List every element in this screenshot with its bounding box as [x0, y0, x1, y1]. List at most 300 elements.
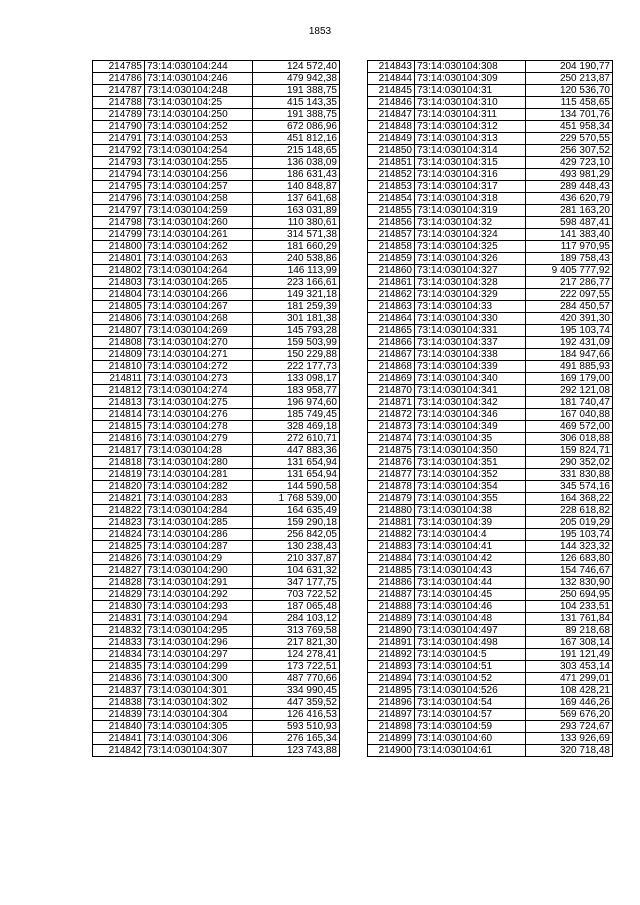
- record-id-cell: 214811: [93, 373, 145, 385]
- cadastral-number-cell: 73:14:030104:327: [415, 265, 526, 277]
- record-id-cell: 214869: [368, 373, 415, 385]
- value-cell: 598 487,41: [526, 217, 613, 229]
- value-cell: 154 746,67: [526, 565, 613, 577]
- table-row: [368, 133, 613, 145]
- cadastral-number-cell: 73:14:030104:32: [415, 217, 526, 229]
- cadastral-number-cell: 73:14:030104:57: [415, 709, 526, 721]
- cadastral-number-cell: 73:14:030104:293: [145, 601, 253, 613]
- value-cell: 159 824,71: [526, 445, 613, 457]
- cadastral-number-cell: 73:14:030104:35: [415, 433, 526, 445]
- value-cell: 173 722,51: [253, 661, 340, 673]
- value-cell: 314 571,38: [253, 229, 340, 241]
- cadastral-number-cell: 73:14:030104:263: [145, 253, 253, 265]
- table-row: [368, 649, 613, 661]
- table-row: [93, 205, 340, 217]
- value-cell: 276 165,34: [253, 733, 340, 745]
- cadastral-number-cell: 73:14:030104:267: [145, 301, 253, 313]
- value-cell: 328 469,18: [253, 421, 340, 433]
- record-id-cell: 214801: [93, 253, 145, 265]
- value-cell: 163 031,89: [253, 205, 340, 217]
- table-row: [93, 409, 340, 421]
- table-row: [368, 145, 613, 157]
- table-row: [368, 241, 613, 253]
- record-id-cell: 214882: [368, 529, 415, 541]
- table-row: [368, 505, 613, 517]
- left-register-table: [92, 60, 340, 757]
- record-id-cell: 214848: [368, 121, 415, 133]
- value-cell: 164 368,22: [526, 493, 613, 505]
- table-row: [93, 193, 340, 205]
- table-row: [368, 217, 613, 229]
- record-id-cell: 214879: [368, 493, 415, 505]
- table-row: [93, 145, 340, 157]
- record-id-cell: 214886: [368, 577, 415, 589]
- record-id-cell: 214887: [368, 589, 415, 601]
- value-cell: 131 761,84: [526, 613, 613, 625]
- record-id-cell: 214831: [93, 613, 145, 625]
- value-cell: 415 143,35: [253, 97, 340, 109]
- cadastral-number-cell: 73:14:030104:287: [145, 541, 253, 553]
- value-cell: 451 958,34: [526, 121, 613, 133]
- table-row: [93, 433, 340, 445]
- table-row: [368, 205, 613, 217]
- table-row: [368, 697, 613, 709]
- record-id-cell: 214855: [368, 205, 415, 217]
- value-cell: 303 453,14: [526, 661, 613, 673]
- table-row: [368, 709, 613, 721]
- table-row: [368, 265, 613, 277]
- value-cell: 192 431,09: [526, 337, 613, 349]
- record-id-cell: 214806: [93, 313, 145, 325]
- value-cell: 420 391,30: [526, 313, 613, 325]
- value-cell: 149 321,18: [253, 289, 340, 301]
- table-row: [93, 553, 340, 565]
- table-row: [93, 361, 340, 373]
- record-id-cell: 214890: [368, 625, 415, 637]
- value-cell: 145 793,28: [253, 325, 340, 337]
- value-cell: 313 769,58: [253, 625, 340, 637]
- table-row: [368, 229, 613, 241]
- cadastral-number-cell: 73:14:030104:246: [145, 73, 253, 85]
- cadastral-number-cell: 73:14:030104:280: [145, 457, 253, 469]
- record-id-cell: 214797: [93, 205, 145, 217]
- value-cell: 144 590,58: [253, 481, 340, 493]
- value-cell: 191 388,75: [253, 85, 340, 97]
- record-id-cell: 214787: [93, 85, 145, 97]
- value-cell: 217 286,77: [526, 277, 613, 289]
- cadastral-number-cell: 73:14:030104:268: [145, 313, 253, 325]
- record-id-cell: 214789: [93, 109, 145, 121]
- table-row: [93, 337, 340, 349]
- cadastral-number-cell: 73:14:030104:306: [145, 733, 253, 745]
- table-row: [93, 349, 340, 361]
- table-row: [368, 529, 613, 541]
- value-cell: 124 278,41: [253, 649, 340, 661]
- cadastral-number-cell: 73:14:030104:342: [415, 397, 526, 409]
- value-cell: 117 970,95: [526, 241, 613, 253]
- cadastral-number-cell: 73:14:030104:29: [145, 553, 253, 565]
- value-cell: 146 113,99: [253, 265, 340, 277]
- cadastral-number-cell: 73:14:030104:329: [415, 289, 526, 301]
- value-cell: 217 821,30: [253, 637, 340, 649]
- record-id-cell: 214832: [93, 625, 145, 637]
- value-cell: 131 654,94: [253, 469, 340, 481]
- cadastral-number-cell: 73:14:030104:302: [145, 697, 253, 709]
- cadastral-number-cell: 73:14:030104:295: [145, 625, 253, 637]
- value-cell: 345 574,16: [526, 481, 613, 493]
- record-id-cell: 214873: [368, 421, 415, 433]
- record-id-cell: 214800: [93, 241, 145, 253]
- record-id-cell: 214818: [93, 457, 145, 469]
- cadastral-number-cell: 73:14:030104:497: [415, 625, 526, 637]
- record-id-cell: 214807: [93, 325, 145, 337]
- value-cell: 331 830,88: [526, 469, 613, 481]
- table-row: [93, 589, 340, 601]
- table-row: [368, 97, 613, 109]
- value-cell: 491 885,93: [526, 361, 613, 373]
- record-id-cell: 214798: [93, 217, 145, 229]
- cadastral-number-cell: 73:14:030104:43: [415, 565, 526, 577]
- record-id-cell: 214840: [93, 721, 145, 733]
- value-cell: 89 218,68: [526, 625, 613, 637]
- cadastral-number-cell: 73:14:030104:259: [145, 205, 253, 217]
- table-row: [93, 217, 340, 229]
- table-row: [93, 253, 340, 265]
- cadastral-number-cell: 73:14:030104:309: [415, 73, 526, 85]
- cadastral-number-cell: 73:14:030104:45: [415, 589, 526, 601]
- cadastral-number-cell: 73:14:030104:328: [415, 277, 526, 289]
- record-id-cell: 214875: [368, 445, 415, 457]
- cadastral-number-cell: 73:14:030104:38: [415, 505, 526, 517]
- record-id-cell: 214836: [93, 673, 145, 685]
- record-id-cell: 214808: [93, 337, 145, 349]
- table-row: [93, 685, 340, 697]
- record-id-cell: 214805: [93, 301, 145, 313]
- table-row: [93, 565, 340, 577]
- record-id-cell: 214872: [368, 409, 415, 421]
- value-cell: 9 405 777,92: [526, 265, 613, 277]
- value-cell: 1 768 539,00: [253, 493, 340, 505]
- record-id-cell: 214799: [93, 229, 145, 241]
- value-cell: 181 740,47: [526, 397, 613, 409]
- record-id-cell: 214859: [368, 253, 415, 265]
- cadastral-number-cell: 73:14:030104:25: [145, 97, 253, 109]
- table-row: [93, 745, 340, 757]
- record-id-cell: 214877: [368, 469, 415, 481]
- record-id-cell: 214853: [368, 181, 415, 193]
- record-id-cell: 214849: [368, 133, 415, 145]
- cadastral-number-cell: 73:14:030104:350: [415, 445, 526, 457]
- value-cell: 120 536,70: [526, 85, 613, 97]
- record-id-cell: 214897: [368, 709, 415, 721]
- cadastral-number-cell: 73:14:030104:304: [145, 709, 253, 721]
- table-row: [368, 637, 613, 649]
- value-cell: 292 121,08: [526, 385, 613, 397]
- cadastral-number-cell: 73:14:030104:324: [415, 229, 526, 241]
- table-row: [368, 253, 613, 265]
- record-id-cell: 214842: [93, 745, 145, 757]
- table-row: [368, 181, 613, 193]
- table-row: [93, 577, 340, 589]
- cadastral-number-cell: 73:14:030104:46: [415, 601, 526, 613]
- value-cell: 181 660,29: [253, 241, 340, 253]
- value-cell: 137 641,68: [253, 193, 340, 205]
- cadastral-number-cell: 73:14:030104:292: [145, 589, 253, 601]
- table-row: [368, 433, 613, 445]
- record-id-cell: 214885: [368, 565, 415, 577]
- cadastral-number-cell: 73:14:030104:526: [415, 685, 526, 697]
- record-id-cell: 214804: [93, 289, 145, 301]
- cadastral-number-cell: 73:14:030104:264: [145, 265, 253, 277]
- table-row: [368, 121, 613, 133]
- value-cell: 144 323,32: [526, 541, 613, 553]
- value-cell: 240 538,86: [253, 253, 340, 265]
- cadastral-number-cell: 73:14:030104:331: [415, 325, 526, 337]
- table-row: [93, 241, 340, 253]
- record-id-cell: 214793: [93, 157, 145, 169]
- record-id-cell: 214883: [368, 541, 415, 553]
- value-cell: 284 103,12: [253, 613, 340, 625]
- cadastral-number-cell: 73:14:030104:314: [415, 145, 526, 157]
- cadastral-number-cell: 73:14:030104:319: [415, 205, 526, 217]
- record-id-cell: 214833: [93, 637, 145, 649]
- table-row: [93, 85, 340, 97]
- record-id-cell: 214803: [93, 277, 145, 289]
- value-cell: 293 724,67: [526, 721, 613, 733]
- table-row: [368, 349, 613, 361]
- table-row: [368, 373, 613, 385]
- table-row: [93, 97, 340, 109]
- cadastral-number-cell: 73:14:030104:317: [415, 181, 526, 193]
- value-cell: 181 259,39: [253, 301, 340, 313]
- value-cell: 436 620,79: [526, 193, 613, 205]
- table-row: [368, 553, 613, 565]
- cadastral-number-cell: 73:14:030104:273: [145, 373, 253, 385]
- value-cell: 703 722,52: [253, 589, 340, 601]
- cadastral-number-cell: 73:14:030104:307: [145, 745, 253, 757]
- record-id-cell: 214794: [93, 169, 145, 181]
- cadastral-number-cell: 73:14:030104:337: [415, 337, 526, 349]
- table-row: [93, 697, 340, 709]
- cadastral-number-cell: 73:14:030104:310: [415, 97, 526, 109]
- cadastral-number-cell: 73:14:030104:341: [415, 385, 526, 397]
- record-id-cell: 214846: [368, 97, 415, 109]
- record-id-cell: 214792: [93, 145, 145, 157]
- value-cell: 191 121,49: [526, 649, 613, 661]
- cadastral-number-cell: 73:14:030104:346: [415, 409, 526, 421]
- value-cell: 569 676,20: [526, 709, 613, 721]
- table-row: [93, 265, 340, 277]
- record-id-cell: 214812: [93, 385, 145, 397]
- cadastral-number-cell: 73:14:030104:285: [145, 517, 253, 529]
- page-number: 1853: [308, 26, 332, 37]
- table-row: [368, 313, 613, 325]
- table-row: [368, 277, 613, 289]
- cadastral-number-cell: 73:14:030104:299: [145, 661, 253, 673]
- cadastral-number-cell: 73:14:030104:271: [145, 349, 253, 361]
- cadastral-number-cell: 73:14:030104:261: [145, 229, 253, 241]
- cadastral-number-cell: 73:14:030104:301: [145, 685, 253, 697]
- cadastral-number-cell: 73:14:030104:351: [415, 457, 526, 469]
- cadastral-number-cell: 73:14:030104:290: [145, 565, 253, 577]
- value-cell: 222 097,55: [526, 289, 613, 301]
- record-id-cell: 214856: [368, 217, 415, 229]
- table-row: [368, 61, 613, 73]
- record-id-cell: 214837: [93, 685, 145, 697]
- record-id-cell: 214852: [368, 169, 415, 181]
- right-register-table: [367, 60, 613, 757]
- cadastral-number-cell: 73:14:030104:316: [415, 169, 526, 181]
- record-id-cell: 214895: [368, 685, 415, 697]
- cadastral-number-cell: 73:14:030104:311: [415, 109, 526, 121]
- cadastral-number-cell: 73:14:030104:255: [145, 157, 253, 169]
- record-id-cell: 214876: [368, 457, 415, 469]
- table-row: [93, 229, 340, 241]
- value-cell: 301 181,38: [253, 313, 340, 325]
- value-cell: 250 694,95: [526, 589, 613, 601]
- table-row: [368, 517, 613, 529]
- record-id-cell: 214796: [93, 193, 145, 205]
- cadastral-number-cell: 73:14:030104:291: [145, 577, 253, 589]
- record-id-cell: 214826: [93, 553, 145, 565]
- value-cell: 191 388,75: [253, 109, 340, 121]
- table-row: [368, 733, 613, 745]
- record-id-cell: 214816: [93, 433, 145, 445]
- cadastral-number-cell: 73:14:030104:31: [415, 85, 526, 97]
- cadastral-number-cell: 73:14:030104:278: [145, 421, 253, 433]
- cadastral-number-cell: 73:14:030104:284: [145, 505, 253, 517]
- table-row: [368, 589, 613, 601]
- value-cell: 126 683,80: [526, 553, 613, 565]
- record-id-cell: 214850: [368, 145, 415, 157]
- cadastral-number-cell: 73:14:030104:270: [145, 337, 253, 349]
- table-row: [368, 361, 613, 373]
- cadastral-number-cell: 73:14:030104:244: [145, 61, 253, 73]
- cadastral-number-cell: 73:14:030104:340: [415, 373, 526, 385]
- table-row: [368, 541, 613, 553]
- table-row: [93, 169, 340, 181]
- cadastral-number-cell: 73:14:030104:318: [415, 193, 526, 205]
- record-id-cell: 214858: [368, 241, 415, 253]
- record-id-cell: 214843: [368, 61, 415, 73]
- record-id-cell: 214867: [368, 349, 415, 361]
- value-cell: 167 040,88: [526, 409, 613, 421]
- table-row: [93, 661, 340, 673]
- table-row: [93, 529, 340, 541]
- record-id-cell: 214827: [93, 565, 145, 577]
- value-cell: 479 942,38: [253, 73, 340, 85]
- table-row: [93, 637, 340, 649]
- record-id-cell: 214790: [93, 121, 145, 133]
- table-row: [368, 469, 613, 481]
- table-row: [93, 385, 340, 397]
- cadastral-number-cell: 73:14:030104:282: [145, 481, 253, 493]
- record-id-cell: 214817: [93, 445, 145, 457]
- value-cell: 447 359,52: [253, 697, 340, 709]
- value-cell: 183 958,77: [253, 385, 340, 397]
- table-row: [368, 493, 613, 505]
- cadastral-number-cell: 73:14:030104:281: [145, 469, 253, 481]
- value-cell: 104 631,32: [253, 565, 340, 577]
- table-row: [93, 289, 340, 301]
- cadastral-number-cell: 73:14:030104:325: [415, 241, 526, 253]
- value-cell: 132 830,90: [526, 577, 613, 589]
- table-row: [93, 73, 340, 85]
- value-cell: 205 019,29: [526, 517, 613, 529]
- cadastral-number-cell: 73:14:030104:51: [415, 661, 526, 673]
- value-cell: 347 177,75: [253, 577, 340, 589]
- cadastral-number-cell: 73:14:030104:297: [145, 649, 253, 661]
- record-id-cell: 214893: [368, 661, 415, 673]
- cadastral-number-cell: 73:14:030104:33: [415, 301, 526, 313]
- record-id-cell: 214863: [368, 301, 415, 313]
- value-cell: 159 503,99: [253, 337, 340, 349]
- table-row: [93, 721, 340, 733]
- value-cell: 204 190,77: [526, 61, 613, 73]
- value-cell: 189 758,43: [526, 253, 613, 265]
- record-id-cell: 214866: [368, 337, 415, 349]
- value-cell: 672 086,96: [253, 121, 340, 133]
- record-id-cell: 214786: [93, 73, 145, 85]
- value-cell: 306 018,88: [526, 433, 613, 445]
- value-cell: 136 038,09: [253, 157, 340, 169]
- table-row: [93, 61, 340, 73]
- table-row: [93, 457, 340, 469]
- record-id-cell: 214844: [368, 73, 415, 85]
- cadastral-number-cell: 73:14:030104:250: [145, 109, 253, 121]
- record-id-cell: 214830: [93, 601, 145, 613]
- value-cell: 133 098,17: [253, 373, 340, 385]
- cadastral-number-cell: 73:14:030104:272: [145, 361, 253, 373]
- record-id-cell: 214788: [93, 97, 145, 109]
- cadastral-number-cell: 73:14:030104:349: [415, 421, 526, 433]
- table-row: [93, 313, 340, 325]
- table-row: [93, 121, 340, 133]
- cadastral-number-cell: 73:14:030104:276: [145, 409, 253, 421]
- value-cell: 256 842,05: [253, 529, 340, 541]
- table-row: [368, 565, 613, 577]
- cadastral-number-cell: 73:14:030104:256: [145, 169, 253, 181]
- cadastral-number-cell: 73:14:030104:266: [145, 289, 253, 301]
- value-cell: 250 213,87: [526, 73, 613, 85]
- table-row: [93, 613, 340, 625]
- value-cell: 133 926,69: [526, 733, 613, 745]
- cadastral-number-cell: 73:14:030104:52: [415, 673, 526, 685]
- value-cell: 195 103,74: [526, 325, 613, 337]
- record-id-cell: 214834: [93, 649, 145, 661]
- cadastral-number-cell: 73:14:030104:5: [415, 649, 526, 661]
- value-cell: 289 448,43: [526, 181, 613, 193]
- cadastral-number-cell: 73:14:030104:265: [145, 277, 253, 289]
- cadastral-number-cell: 73:14:030104:286: [145, 529, 253, 541]
- cadastral-number-cell: 73:14:030104:312: [415, 121, 526, 133]
- value-cell: 134 701,76: [526, 109, 613, 121]
- table-row: [368, 325, 613, 337]
- table-row: [368, 157, 613, 169]
- cadastral-number-cell: 73:14:030104:42: [415, 553, 526, 565]
- record-id-cell: 214785: [93, 61, 145, 73]
- record-id-cell: 214854: [368, 193, 415, 205]
- cadastral-number-cell: 73:14:030104:258: [145, 193, 253, 205]
- cadastral-number-cell: 73:14:030104:269: [145, 325, 253, 337]
- table-row: [93, 421, 340, 433]
- value-cell: 185 749,45: [253, 409, 340, 421]
- record-id-cell: 214871: [368, 397, 415, 409]
- value-cell: 126 416,53: [253, 709, 340, 721]
- cadastral-number-cell: 73:14:030104:339: [415, 361, 526, 373]
- table-row: [93, 301, 340, 313]
- record-id-cell: 214898: [368, 721, 415, 733]
